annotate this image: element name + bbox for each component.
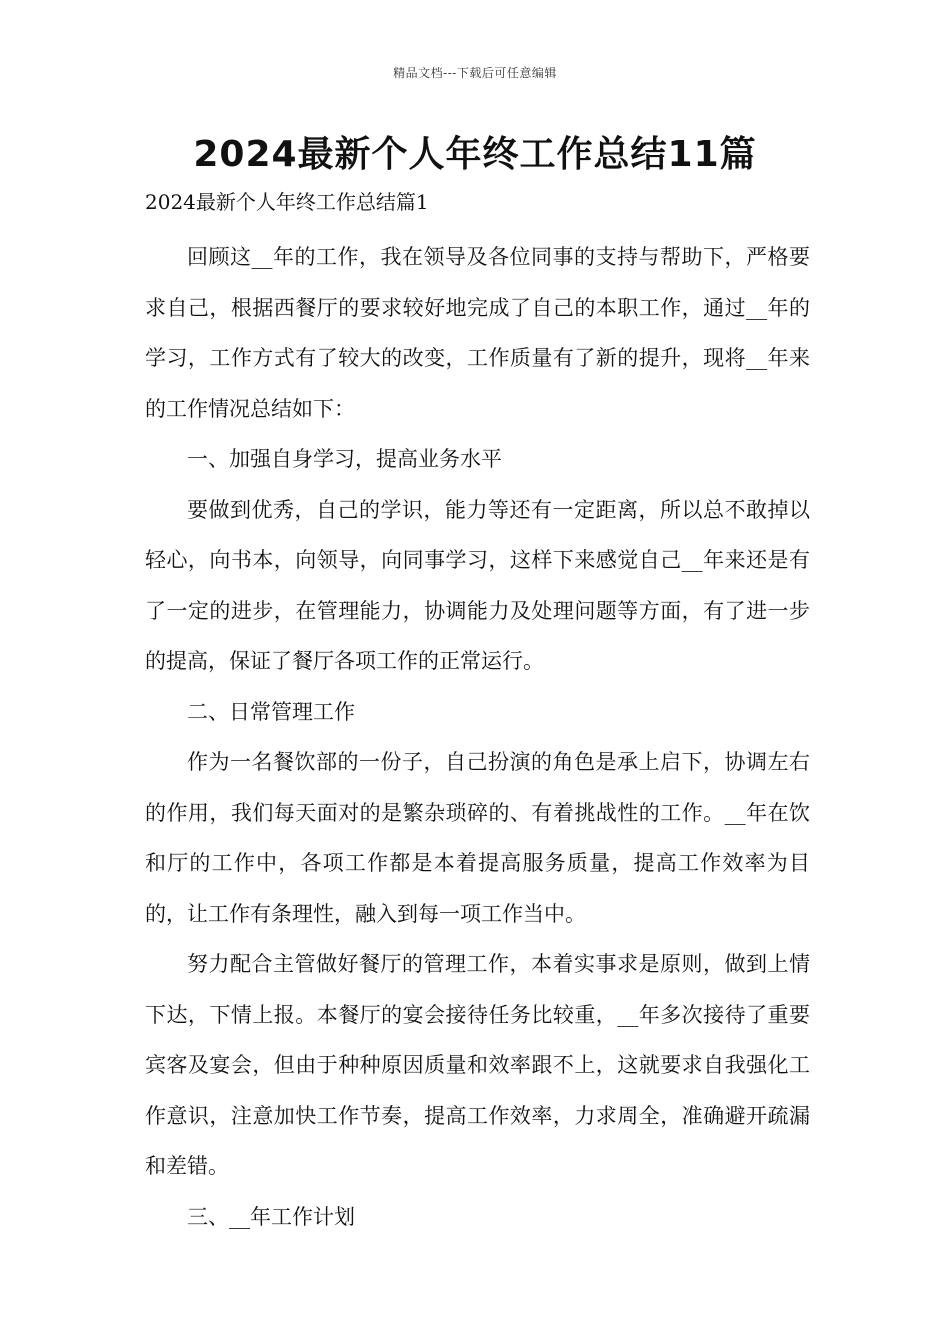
section-subtitle: 2024最新个人年终工作总结篇1 (145, 190, 429, 214)
heading-3: 三、__年工作计划 (187, 1204, 355, 1229)
paragraph-intro: 回顾这__年的工作，我在领导及各位同事的支持与帮助下，严格要求自己，根据西餐厅的要求较好地完成了自己的本职工作，通过__年的学习，工作方式有了较大的改变，工作质量有了新的提升，现将__年来的工作情况总结如下： (145, 245, 810, 421)
document-body (145, 232, 810, 1242)
heading-1: 一、加强自身学习，提高业务水平 (187, 447, 502, 471)
document-title: 2024最新个人年终工作总结11篇 (193, 134, 757, 175)
heading-2: 二、日常管理工作 (187, 699, 355, 724)
header-note: 精品文档---下载后可任意编辑 (393, 66, 557, 80)
paragraph-study: 要做到优秀，自己的学识，能力等还有一定距离，所以总不敢掉以轻心，向书本，向领导，向同事学习，这样下来感觉自己__年来还是有了一定的进步，在管理能力，协调能力及处理问题等方面，有了进一步的提高，保证了餐厅各项工作的正常运行。 (145, 497, 810, 673)
paragraph-daily-work: 作为一名餐饮部的一份子，自己扮演的角色是承上启下，协调左右的作用，我们每天面对的是繁杂琐碎的、有着挑战性的工作。__年在饮和厅的工作中，各项工作都是本着提高服务质量，提高工作效率为目的，让工作有条理性，融入到每一项工作当中。 (145, 750, 810, 926)
paragraph-cooperation: 努力配合主管做好餐厅的管理工作，本着实事求是原则，做到上情下达，下情上报。本餐厅的宴会接待任务比较重，__年多次接待了重要宾客及宴会，但由于种种原因质量和效率跟不上，这就要求自我强化工作意识，注意加快工作节奏，提高工作效率，力求周全，准确避开疏漏和差错。 (145, 952, 810, 1178)
